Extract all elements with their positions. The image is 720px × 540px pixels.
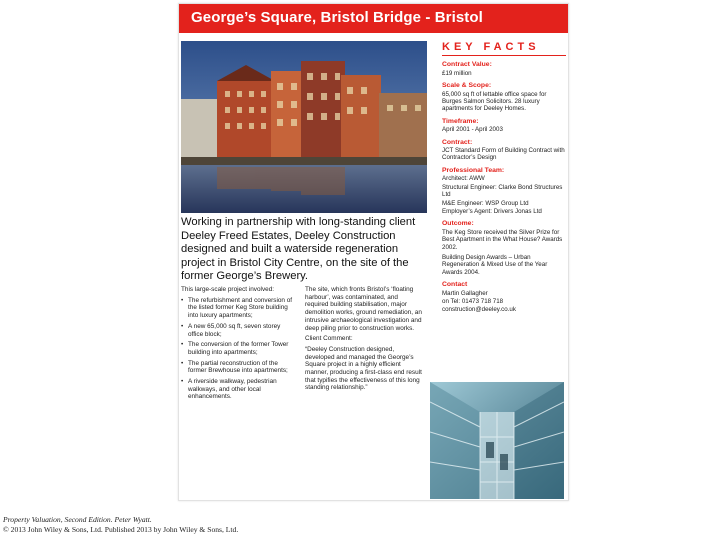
timeframe-text: April 2001 - April 2003 [442, 126, 503, 134]
contract-value-label: Contract Value: [442, 61, 492, 69]
timeframe-label: Timeframe: [442, 117, 479, 125]
copyright-notice: © 2013 John Wiley & Sons, Ltd. Published 2013 by John Wiley & Sons, Ltd. [3, 525, 239, 534]
contact-name: Martin Gallagher [442, 289, 488, 297]
scale-text: 65,000 sq ft of lettable office space for Burges Salmon Solicitors. 28 luxury apartments for Deeley Homes. [442, 90, 547, 113]
contact-email: construction@deeley.co.uk [442, 306, 516, 314]
list-item: • The conversion of the former Tower building into apartments; [181, 341, 293, 356]
contract-text: JCT Standard Form of Building Contract with Contractor’s Design [442, 147, 565, 162]
list-item: • The partial reconstruction of the former Brewhouse into apartments; [181, 360, 293, 375]
project-scope-column [181, 286, 293, 401]
glass-atrium-photo [430, 382, 564, 499]
contact-phone: on Tel: 01473 718 718 [442, 297, 504, 305]
key-facts-sidebar [442, 41, 566, 314]
contract-value: £19 million [442, 69, 472, 77]
team-member: Structural Engineer: Clarke Bond Structures Ltd [442, 183, 563, 199]
contract-label: Contract: [442, 138, 473, 146]
list-item: • A riverside walkway, pedestrian walkways, and other local enhancements. [181, 378, 293, 401]
team-member: Employer’s Agent: Drivers Jonas Ltd [442, 207, 542, 215]
contact-label: Contact [442, 281, 468, 289]
book-citation: Property Valuation, Second Edition. Peter Wyatt. [3, 515, 152, 524]
title-bar [179, 4, 568, 33]
team-member: M&E Engineer: WSP Group Ltd [442, 199, 529, 207]
site-paragraph: The site, which fronts Bristol’s ‘floating harbour’, was contaminated, and required building stabilisation, major demolition works, ground remediation, an intrusive archaeological investigation and deep piling prior to construction works. [305, 286, 422, 332]
site-description-column [305, 286, 423, 394]
client-comment-label: Client Comment: [305, 335, 353, 343]
list-item: • A new 65,000 sq ft, seven storey office block; [181, 323, 293, 338]
scope-list [181, 297, 293, 401]
scale-label: Scale & Scope: [442, 82, 492, 90]
client-comment-quote: “Deeley Construction designed, developed and managed the George’s Square project in a highly efficient manner, producing a first-class end result that typifies the effectiveness of this long standing relationship.” [305, 345, 422, 392]
document-page [178, 3, 569, 501]
key-facts-title: KEY FACTS [442, 41, 540, 53]
team-label: Professional Team: [442, 166, 505, 174]
waterfront-buildings-photo [181, 41, 427, 213]
key-facts-divider [442, 55, 566, 56]
lead-paragraph: Working in partnership with long-standing client Deeley Freed Estates, Deeley Construction designed and built a waterside regeneration project in Bristol City Centre, on the site of the former George’s Brewery. [181, 216, 416, 283]
list-item: • The refurbishment and conversion of the listed former Keg Store building into luxury apartments; [181, 297, 293, 320]
outcome-text: The Keg Store received the Silver Prize for Best Apartment in the What House? Awards 2002. [442, 228, 563, 251]
outcome-label: Outcome: [442, 220, 474, 228]
scope-intro: This large-scale project involved: [181, 286, 275, 293]
copyright-footer [3, 515, 238, 535]
awards-text: Building Design Awards – Urban Regeneration & Mixed Use of the Year Awards 2004. [442, 253, 548, 276]
page-title: George’s Square, Bristol Bridge - Bristol [191, 9, 483, 26]
team-member: Architect: AWW [442, 175, 485, 183]
